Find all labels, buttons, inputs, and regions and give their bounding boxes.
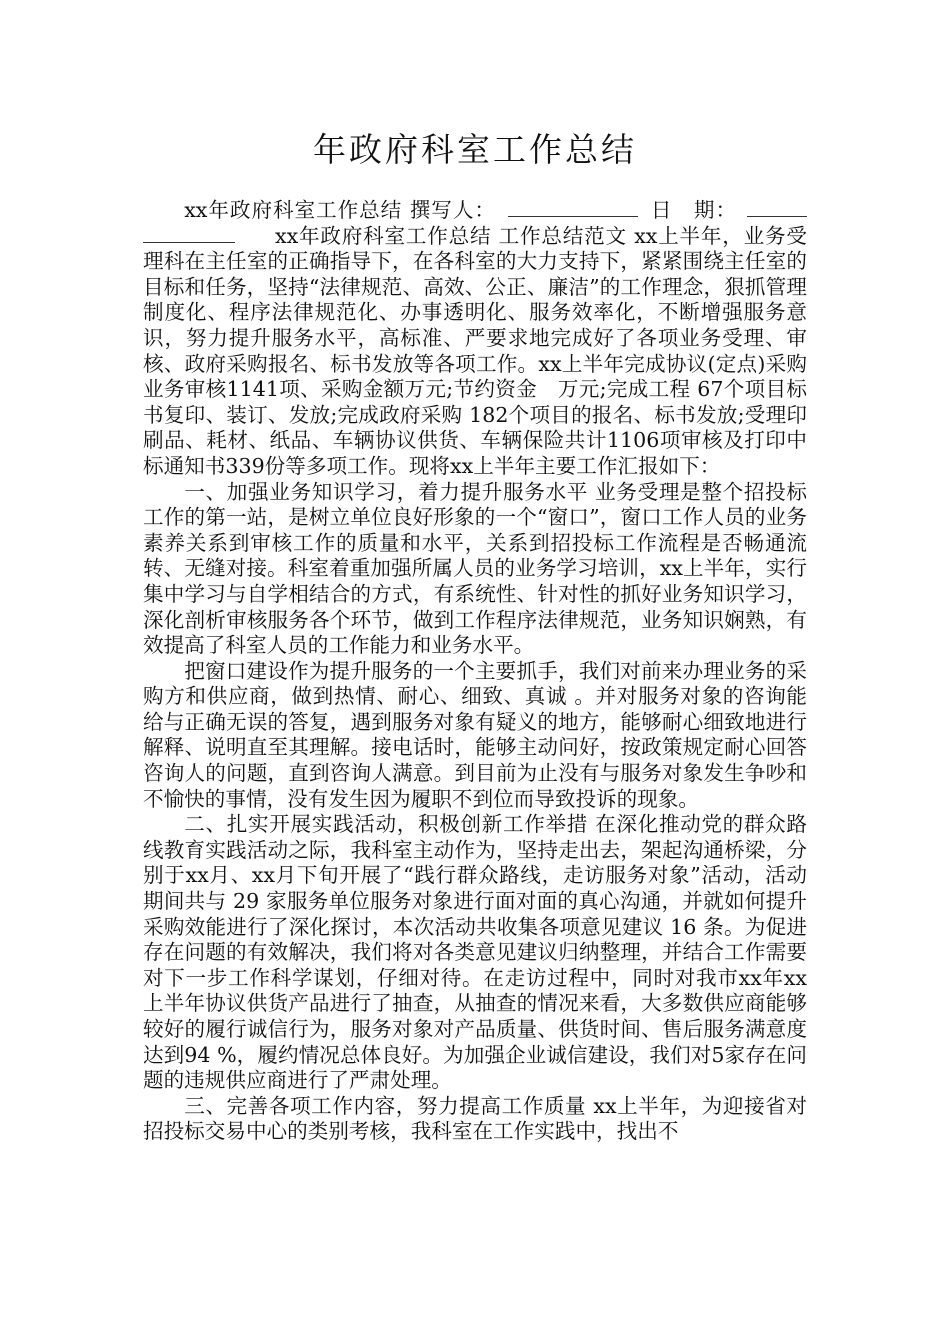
paragraph-section-three: 三、完善各项工作内容，努力提高工作质量 xx上半年，为迎接省对招投标交易中心的类别考核，我科室在工作实践中，找出不 (143, 1093, 807, 1144)
header-paragraph (143, 198, 807, 480)
date-label: 日 期： (649, 198, 738, 222)
header-title-ref: xx年政府科室工作总结 (184, 198, 403, 222)
date-blank-second (143, 241, 235, 243)
author-label: 撰写人： (409, 198, 496, 222)
paragraph-intro: xx上半年，业务受理科在主任室的正确指导下，在各科室的大力支持下，紧紧围绕主任室的目标和任务，坚持“法律规范、高效、公正、廉洁”的工作理念，狠抓管理制度化、程序法律规范化、办事透明化、服务效率化，不断增强服务意识，努力提升服务水平，高标准、严要求地完成好了各项业务受理、审核、政府采购报名、标书发放等各项工作。xx上半年完成协议(定点)采购业务审核1141项、采购金额万元;节约资金 万元;完成工程 67个项目标书复印、装订、发放;完成政府采购 182个项目的报名、标书发放;受理印刷品、耗材、纸品、车辆协议供货、车辆保险共计1106项审核及打印中标通知书339份等多项工作。现将xx上半年主要工作汇报如下： (143, 223, 807, 478)
paragraph-section-two: 二、扎实开展实践活动，积极创新工作举措 在深化推动党的群众路线教育实践活动之际，我科室主动作为，坚持走出去，架起沟通桥梁，分别于xx月、xx月下旬开展了“践行群众路线，走访服务对象”活动，活动期间共与 29 家服务单位服务对象进行面对面的真心沟通，并就如何提升采购效能进行了深化探讨，本次活动共收集各项意见建议 16 条。为促进存在问题的有效解决，我们将对各类意见建议归纳整理，并结合工作需要对下一步工作科学谋划，仔细对待。在走访过程中，同时对我市xx年xx上半年协议供货产品进行了抽查，从抽查的情况来看，大多数供应商能够较好的履行诚信行为，服务对象对产品质量、供货时间、售后服务满意度达到94 %，履约情况总体良好。为加强企业诚信建设，我们对5家存在问题的违规供应商进行了严肃处理。 (143, 812, 807, 1093)
document-body (143, 198, 807, 1145)
paragraph-section-one: 一、加强业务知识学习，着力提升服务水平 业务受理是整个招投标工作的第一站，是树立单位良好形象的一个“窗口”，窗口工作人员的业务素养关系到审核工作的质量和水平，关系到招投标工作流程是否畅通流转、无缝对接。科室着重加强所属人员的业务学习培训，xx上半年，实行集中学习与自学相结合的方式，有系统性、针对性的抓好业务知识学习，深化剖析审核服务各个环节，做到工作程序法律规范，业务知识娴熟，有效提高了科室人员的工作能力和业务水平。 (143, 479, 807, 658)
header-subtitle: xx年政府科室工作总结 工作总结范文 (275, 223, 627, 248)
author-blank (508, 215, 638, 217)
document-title: 年政府科室工作总结 (313, 130, 637, 169)
date-blank-first (747, 215, 807, 217)
paragraph-window-service: 把窗口建设作为提升服务的一个主要抓手，我们对前来办理业务的采购方和供应商，做到热情、耐心、细致、真诚 。并对服务对象的咨询能给与正确无误的答复，遇到服务对象有疑义的地方，能够耐心细致地进行解释、说明直至其理解。接电话时，能够主动问好，按政策规定耐心回答咨询人的问题，直到咨询人满意。到目前为止没有与服务对象发生争吵和不愉快的事情，没有发生因为履职不到位而导致投诉的现象。 (143, 658, 807, 811)
